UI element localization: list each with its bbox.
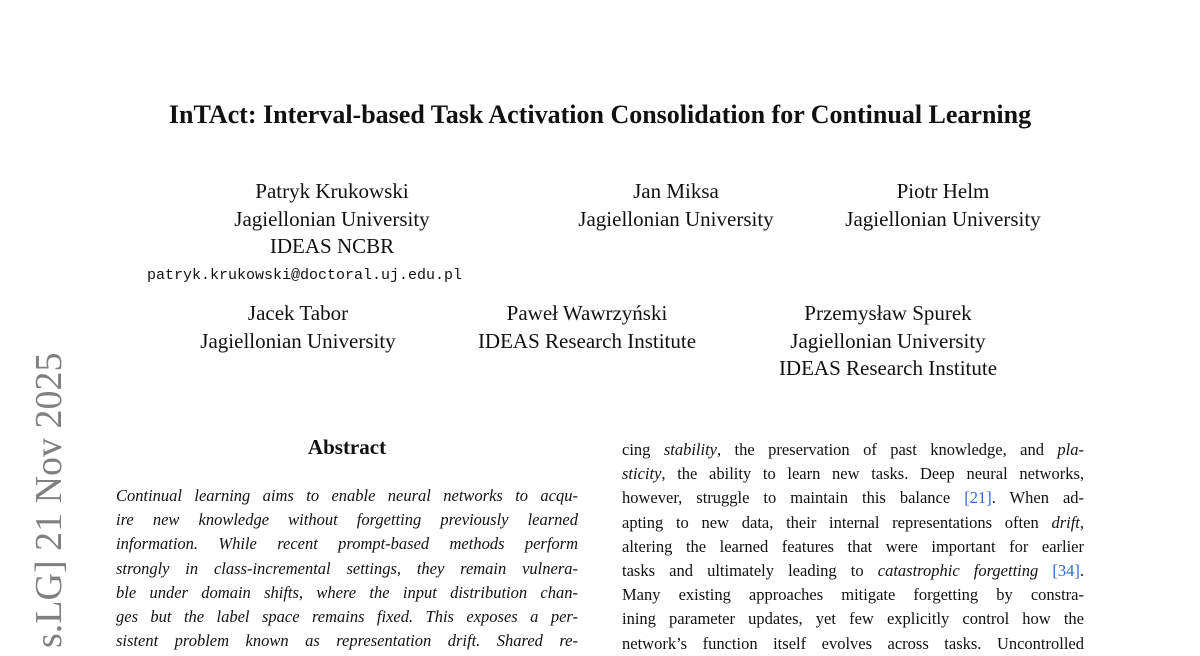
author-block (178, 300, 418, 355)
author-affiliation: IDEAS Research Institute (477, 328, 697, 353)
intro-line (622, 535, 1084, 559)
body-text-run: , the ability to learn new tasks. Deep neural networks, (661, 464, 1084, 484)
emphasis-text: sticity (622, 464, 662, 484)
body-text-run: apting to new data, their internal representations often (622, 512, 1052, 532)
abstract-text (116, 484, 578, 653)
author-name: Paweł Wawrzyński (506, 301, 668, 325)
emphasis-text: stability (663, 440, 717, 459)
intro-line (622, 511, 1084, 535)
body-text-run: altering the learned features that were important for earlier (622, 536, 1084, 556)
author-affiliation: Jagiellonian University (790, 328, 986, 353)
intro-line (622, 462, 1084, 486)
body-text-run: ining parameter updates, yet few explicitly control how the (622, 609, 1084, 629)
emphasis-text: drift (1051, 512, 1080, 532)
author-affiliation: IDEAS Research Institute (778, 356, 998, 380)
body-text-run: , the preservation of past knowledge, and (717, 440, 1058, 459)
author-email[interactable]: patryk.krukowski@doctoral.uj.edu.pl (147, 267, 463, 284)
intro-line (622, 583, 1084, 607)
intro-line (622, 632, 1084, 656)
author-block (205, 178, 459, 261)
author-name: Piotr Helm (896, 179, 990, 203)
abstract-line: information. While recent prompt-based methods perform (116, 534, 578, 554)
abstract-line: ble under domain shifts, where the input distribution chan- (116, 582, 578, 602)
abstract-line: Continual learning aims to enable neural networks to acqu- (116, 486, 578, 505)
author-block (556, 178, 796, 233)
body-text-run: however, struggle to maintain this balance (622, 488, 965, 508)
author-name: Jan Miksa (633, 179, 719, 203)
author-affiliation: IDEAS NCBR (269, 234, 395, 258)
intro-line (622, 607, 1084, 631)
body-text-run: . (1079, 560, 1084, 580)
intro-line (622, 559, 1084, 583)
intro-line (622, 486, 1084, 510)
body-text-run (1038, 561, 1052, 580)
citation-link[interactable]: [34] (1052, 560, 1080, 580)
author-name: Przemysław Spurek (804, 301, 972, 325)
author-affiliation: Jagiellonian University (578, 206, 774, 231)
intro-line (622, 438, 1084, 462)
abstract-heading: Abstract (307, 435, 387, 459)
author-block (823, 178, 1063, 233)
intro-text (622, 438, 1084, 656)
body-text-run: tasks and ultimately leading to (622, 560, 878, 580)
body-text-run: . When ad- (991, 488, 1085, 508)
abstract-line: sistent problem known as representation drift. Shared re- (116, 631, 578, 651)
citation-link[interactable]: [21] (964, 488, 992, 508)
author-name: Patryk Krukowski (255, 179, 409, 203)
author-affiliation: Jagiellonian University (845, 206, 1041, 231)
body-text-run: cing (622, 440, 664, 459)
author-affiliation: Jagiellonian University (200, 328, 396, 353)
abstract-line: ire new knowledge without forgetting previously learned (116, 510, 578, 530)
author-block (452, 300, 722, 355)
abstract-line: strongly in class-incremental settings, they remain vulnera- (116, 558, 578, 578)
body-text-run: , (1079, 512, 1084, 532)
emphasis-text: catastrophic forgetting (877, 560, 1039, 580)
body-text-run: network’s function itself evolves across tasks. Uncontrolled (622, 633, 1084, 653)
arxiv-stamp: s.LG] 21 Nov 2025 (28, 352, 70, 648)
body-text-run: Many existing approaches mitigate forgetting by constra- (622, 585, 1084, 605)
abstract-line: ges but the label space remains fixed. This exposes a per- (116, 606, 578, 626)
author-name: Jacek Tabor (247, 301, 349, 325)
author-block (753, 300, 1023, 383)
paper-title: InTAct: Interval-based Task Activation Consolidation for Continual Learning (168, 100, 1032, 129)
author-affiliation: Jagiellonian University (234, 206, 430, 231)
emphasis-text: pla- (1057, 440, 1084, 459)
